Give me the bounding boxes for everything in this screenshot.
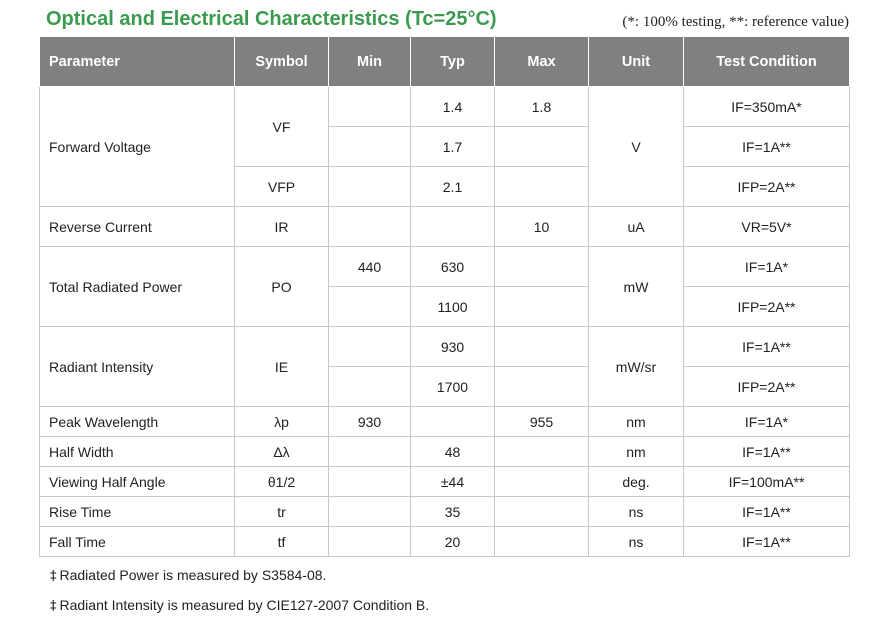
header-min: Min: [329, 37, 411, 87]
cell-unit: V: [589, 87, 684, 207]
cell-symbol: PO: [235, 247, 329, 327]
footnote-text: Radiated Power is measured by S3584-08.: [59, 567, 327, 583]
footnote-marker: ‡: [50, 599, 57, 614]
cell-max: [495, 367, 589, 407]
cell-symbol: IE: [235, 327, 329, 407]
cell-max: [495, 327, 589, 367]
cell-symbol: VF: [235, 87, 329, 167]
header-parameter: Parameter: [40, 37, 235, 87]
cell-unit: uA: [589, 207, 684, 247]
header-max: Max: [495, 37, 589, 87]
cell-max: [495, 467, 589, 497]
cell-condition: IF=1A**: [684, 127, 850, 167]
cell-min: [329, 527, 411, 557]
cell-unit: nm: [589, 407, 684, 437]
cell-condition: IF=1A*: [684, 407, 850, 437]
cell-condition: IF=1A**: [684, 437, 850, 467]
cell-min: [329, 497, 411, 527]
cell-typ: 1100: [411, 287, 495, 327]
header-symbol: Symbol: [235, 37, 329, 87]
cell-condition: VR=5V*: [684, 207, 850, 247]
cell-condition: IF=1A**: [684, 527, 850, 557]
cell-max: [495, 247, 589, 287]
cell-unit: nm: [589, 437, 684, 467]
cell-min: [329, 467, 411, 497]
cell-unit: ns: [589, 497, 684, 527]
cell-symbol: tr: [235, 497, 329, 527]
cell-max: [495, 497, 589, 527]
cell-min: [329, 287, 411, 327]
table-row: [40, 407, 850, 437]
header-typ: Typ: [411, 37, 495, 87]
cell-max: [495, 437, 589, 467]
cell-max: 10: [495, 207, 589, 247]
cell-max: 955: [495, 407, 589, 437]
table-row: [40, 437, 850, 467]
cell-max: [495, 527, 589, 557]
cell-parameter: Fall Time: [40, 527, 235, 557]
table-row: [40, 207, 850, 247]
table-row: [40, 467, 850, 497]
cell-typ: [411, 207, 495, 247]
cell-min: [329, 207, 411, 247]
cell-condition: IFP=2A**: [684, 167, 850, 207]
cell-typ: 35: [411, 497, 495, 527]
cell-parameter: Radiant Intensity: [40, 327, 235, 407]
cell-max: [495, 127, 589, 167]
cell-parameter: Rise Time: [40, 497, 235, 527]
page-title: Optical and Electrical Characteristics (Tc=25°C): [46, 8, 497, 30]
cell-symbol: IR: [235, 207, 329, 247]
table-row: [40, 247, 850, 287]
footnote-marker: ‡: [50, 569, 57, 584]
cell-symbol: tf: [235, 527, 329, 557]
cell-condition: IF=350mA*: [684, 87, 850, 127]
cell-min: [329, 87, 411, 127]
cell-condition: IF=1A**: [684, 497, 850, 527]
header-test-condition: Test Condition: [684, 37, 850, 87]
cell-typ: 1.4: [411, 87, 495, 127]
table-row: [40, 327, 850, 367]
cell-min: [329, 367, 411, 407]
cell-typ: 1700: [411, 367, 495, 407]
footnote-radiated-power: [50, 567, 326, 584]
cell-typ: 930: [411, 327, 495, 367]
cell-parameter: Peak Wavelength: [40, 407, 235, 437]
cell-parameter: Forward Voltage: [40, 87, 235, 207]
cell-typ: 2.1: [411, 167, 495, 207]
table-row: [40, 527, 850, 557]
cell-parameter: Viewing Half Angle: [40, 467, 235, 497]
testing-note: (*: 100% testing, **: reference value): [622, 14, 849, 30]
cell-condition: IFP=2A**: [684, 287, 850, 327]
cell-parameter: Half Width: [40, 437, 235, 467]
cell-min: [329, 167, 411, 207]
header-unit: Unit: [589, 37, 684, 87]
characteristics-table: [39, 36, 850, 557]
cell-max: [495, 167, 589, 207]
cell-condition: IF=1A**: [684, 327, 850, 367]
cell-min: [329, 127, 411, 167]
cell-typ: 48: [411, 437, 495, 467]
cell-min: 930: [329, 407, 411, 437]
cell-unit: deg.: [589, 467, 684, 497]
cell-symbol: θ1/2: [235, 467, 329, 497]
cell-symbol: VFP: [235, 167, 329, 207]
cell-symbol: λp: [235, 407, 329, 437]
cell-unit: mW/sr: [589, 327, 684, 407]
cell-min: [329, 327, 411, 367]
table-row: [40, 87, 850, 127]
cell-parameter: Reverse Current: [40, 207, 235, 247]
cell-typ: [411, 407, 495, 437]
cell-max: [495, 287, 589, 327]
cell-condition: IF=1A*: [684, 247, 850, 287]
footnote-radiant-intensity: [50, 597, 429, 614]
cell-min: [329, 437, 411, 467]
cell-condition: IFP=2A**: [684, 367, 850, 407]
cell-parameter: Total Radiated Power: [40, 247, 235, 327]
cell-condition: IF=100mA**: [684, 467, 850, 497]
table-row: [40, 497, 850, 527]
table-header-row: [40, 37, 850, 87]
cell-typ: 1.7: [411, 127, 495, 167]
cell-min: 440: [329, 247, 411, 287]
cell-unit: mW: [589, 247, 684, 327]
cell-typ: ±44: [411, 467, 495, 497]
cell-unit: ns: [589, 527, 684, 557]
cell-max: 1.8: [495, 87, 589, 127]
cell-typ: 630: [411, 247, 495, 287]
cell-typ: 20: [411, 527, 495, 557]
footnote-text: Radiant Intensity is measured by CIE127-2007 Condition B.: [59, 597, 430, 613]
cell-symbol: Δλ: [235, 437, 329, 467]
